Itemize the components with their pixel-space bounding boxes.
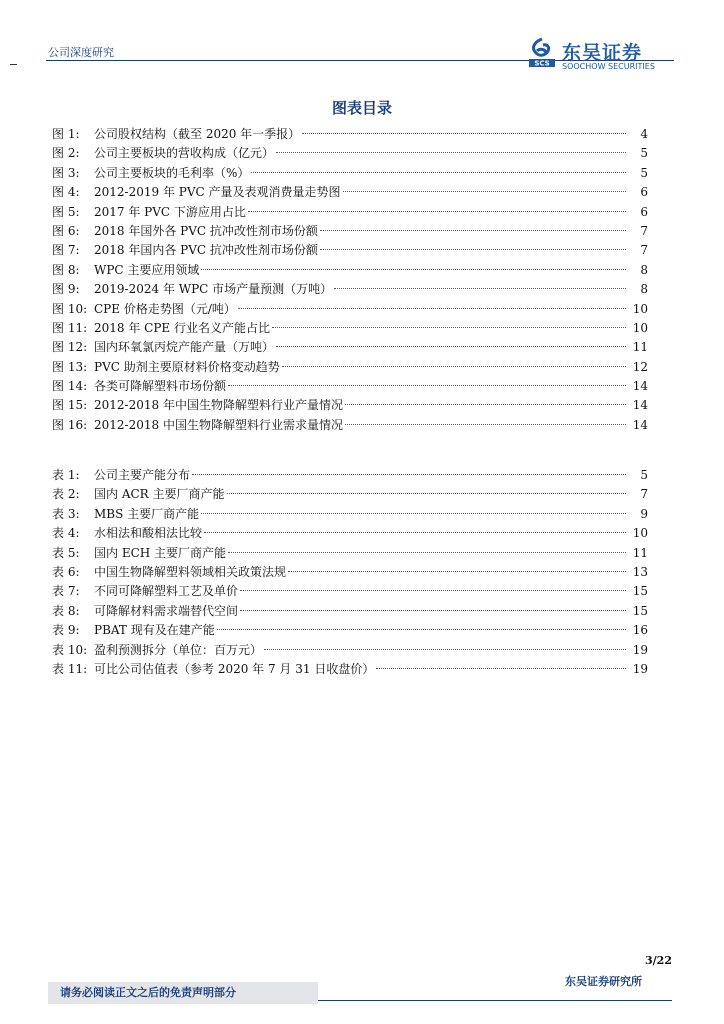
entry-label: 表 10: xyxy=(52,642,88,657)
entry-label: 表 2: xyxy=(52,487,80,502)
table-entry[interactable] xyxy=(52,505,648,524)
entry-page: 9 xyxy=(640,506,648,521)
entry-page: 14 xyxy=(632,417,648,432)
entry-title: 中国生物降解塑料领域相关政策法规 xyxy=(94,564,287,579)
footer-org-name: 东吴证券研究所 xyxy=(565,975,642,988)
dot-leader xyxy=(201,513,626,514)
entry-page: 10 xyxy=(632,301,648,316)
figure-entry[interactable] xyxy=(52,125,648,144)
entry-title: 各类可降解塑料市场份额 xyxy=(94,379,227,394)
table-entry[interactable] xyxy=(52,641,648,660)
entry-title: WPC 主要应用领域 xyxy=(94,262,200,277)
dot-leader xyxy=(272,327,626,328)
entry-label: 图 7: xyxy=(52,243,80,258)
entry-title: 可比公司估值表（参考 2020 年 7 月 31 日收盘价） xyxy=(94,661,375,676)
footer-divider xyxy=(318,1000,672,1001)
dot-leader xyxy=(334,288,626,289)
entry-page: 13 xyxy=(632,564,648,579)
entry-page: 19 xyxy=(632,661,648,676)
entry-label: 图 8: xyxy=(52,262,80,277)
entry-title: 2019-2024 年 WPC 市场产量预测（万吨） xyxy=(94,282,333,297)
dot-leader xyxy=(343,191,627,192)
entry-title: MBS 主要厂商产能 xyxy=(94,506,200,521)
figure-entry[interactable] xyxy=(52,319,648,338)
entry-label: 表 4: xyxy=(52,526,80,541)
entry-label: 图 3: xyxy=(52,165,80,180)
figure-entry[interactable] xyxy=(52,396,648,415)
entry-page: 14 xyxy=(632,398,648,413)
figure-entry[interactable] xyxy=(52,203,648,222)
dot-leader xyxy=(240,610,626,611)
entry-title: 公司主要板块的营收构成（亿元） xyxy=(94,146,275,161)
table-entry[interactable] xyxy=(52,602,648,621)
figure-entry[interactable] xyxy=(52,241,648,260)
entry-label: 图 9: xyxy=(52,282,80,297)
figure-entry[interactable] xyxy=(52,338,648,357)
footer-disclaimer: 请务必阅读正文之后的免责声明部分 xyxy=(60,986,236,999)
dot-leader xyxy=(227,493,626,494)
entry-label: 图 5: xyxy=(52,204,80,219)
figure-entry[interactable] xyxy=(52,300,648,319)
entry-page: 6 xyxy=(640,204,648,219)
entry-page: 4 xyxy=(640,127,648,141)
entry-title: 不同可降解塑料工艺及单价 xyxy=(94,584,239,599)
dot-leader xyxy=(288,571,626,572)
entry-label: 图 10: xyxy=(52,301,88,316)
dot-leader xyxy=(320,230,626,231)
entry-title: 国内 ECH 主要厂商产能 xyxy=(94,545,227,560)
entry-title: 2012-2018 年中国生物降解塑料行业产量情况 xyxy=(94,398,343,413)
dot-leader xyxy=(320,249,626,250)
entry-title: 公司主要产能分布 xyxy=(94,468,191,482)
toc-title: 图表目录 xyxy=(331,99,392,117)
entry-page: 10 xyxy=(632,526,648,541)
entry-page: 8 xyxy=(640,262,648,277)
entry-label: 图 1: xyxy=(52,127,80,141)
entry-label: 图 12: xyxy=(52,340,88,355)
entry-title: 国内环氧氯丙烷产能产量（万吨） xyxy=(94,340,275,355)
company-logo xyxy=(528,38,678,72)
table-entry[interactable] xyxy=(52,563,648,582)
entry-label: 图 4: xyxy=(52,185,80,200)
entry-title: 水相法和酸相法比较 xyxy=(94,526,203,541)
entry-label: 图 6: xyxy=(52,223,80,238)
dot-leader xyxy=(276,346,626,347)
dot-leader xyxy=(240,590,626,591)
entry-page: 10 xyxy=(632,320,648,335)
figure-entry[interactable] xyxy=(52,164,648,183)
dot-leader xyxy=(238,308,626,309)
entry-label: 图 13: xyxy=(52,359,88,374)
logo-mark-text: SCS xyxy=(534,59,550,68)
dot-leader xyxy=(204,532,626,533)
dot-leader xyxy=(228,552,626,553)
dot-leader xyxy=(276,152,626,153)
figure-entry[interactable] xyxy=(52,416,648,435)
entry-label: 图 15: xyxy=(52,398,88,413)
entry-label: 表 11: xyxy=(52,661,88,676)
entry-page: 5 xyxy=(640,165,648,180)
logo-mark-icon xyxy=(528,38,556,68)
entry-page: 12 xyxy=(632,359,648,374)
dot-leader xyxy=(345,404,626,405)
table-list xyxy=(52,466,648,679)
logo-chinese-name: 东吴证券 xyxy=(562,42,643,64)
entry-title: CPE 价格走势图（元/吨） xyxy=(94,301,236,316)
entry-label: 图 11: xyxy=(52,320,88,335)
entry-title: 公司主要板块的毛利率（%） xyxy=(94,165,250,180)
dot-leader xyxy=(192,474,626,475)
entry-page: 14 xyxy=(632,379,648,394)
entry-title: 公司股权结构（截至 2020 年一季报） xyxy=(94,127,301,141)
entry-page: 7 xyxy=(640,243,648,258)
entry-label: 表 3: xyxy=(52,506,80,521)
entry-page: 7 xyxy=(640,223,648,238)
table-entry[interactable] xyxy=(52,660,648,679)
table-entry[interactable] xyxy=(52,621,648,640)
entry-title: 2018 年 CPE 行业名义产能占比 xyxy=(94,320,270,335)
figure-entry[interactable] xyxy=(52,377,648,396)
dot-leader xyxy=(264,649,626,650)
figure-entry[interactable] xyxy=(52,358,648,377)
table-entry[interactable] xyxy=(52,485,648,504)
figure-entry[interactable] xyxy=(52,261,648,280)
dot-leader xyxy=(248,211,626,212)
entry-page: 8 xyxy=(640,282,648,297)
dot-leader xyxy=(201,269,626,270)
entry-page: 5 xyxy=(640,468,648,482)
figure-entry[interactable] xyxy=(52,144,648,163)
entry-label: 表 5: xyxy=(52,545,80,560)
report-type-label: 公司深度研究 xyxy=(48,46,114,59)
table-entry[interactable] xyxy=(52,582,648,601)
header-tick-mark xyxy=(10,64,17,65)
logo-english-name: SOOCHOW SECURITIES xyxy=(562,62,655,71)
entry-title: PVC 助剂主要原材料价格变动趋势 xyxy=(94,359,280,374)
entry-title: 2018 年国内各 PVC 抗冲改性剂市场份额 xyxy=(94,243,318,258)
dot-leader xyxy=(345,424,626,425)
entry-page: 16 xyxy=(632,623,648,638)
page-number: 3/22 xyxy=(645,954,672,967)
dot-leader xyxy=(282,366,626,367)
entry-page: 15 xyxy=(632,584,648,599)
figure-entry[interactable] xyxy=(52,183,648,202)
entry-label: 表 6: xyxy=(52,564,80,579)
entry-page: 7 xyxy=(640,487,648,502)
entry-label: 图 2: xyxy=(52,146,80,161)
dot-leader xyxy=(251,172,626,173)
dot-leader xyxy=(302,133,626,134)
dot-leader xyxy=(217,629,626,630)
entry-page: 5 xyxy=(640,146,648,161)
entry-page: 6 xyxy=(640,185,648,200)
figure-entry[interactable] xyxy=(52,222,648,241)
entry-label: 表 7: xyxy=(52,584,80,599)
entry-label: 表 1: xyxy=(52,468,80,482)
entry-page: 11 xyxy=(632,545,648,560)
table-entry[interactable] xyxy=(52,524,648,543)
entry-title: 2017 年 PVC 下游应用占比 xyxy=(94,204,246,219)
table-entry[interactable] xyxy=(52,466,648,485)
entry-title: 盈利预测拆分（单位：百万元） xyxy=(94,642,263,657)
table-entry[interactable] xyxy=(52,544,648,563)
entry-label: 图 16: xyxy=(52,417,88,432)
dot-leader xyxy=(228,385,626,386)
entry-title: 2012-2019 年 PVC 产量及表观消费量走势图 xyxy=(94,185,341,200)
dot-leader xyxy=(376,668,626,669)
entry-title: 可降解材料需求端替代空间 xyxy=(94,603,239,618)
entry-label: 表 9: xyxy=(52,623,80,638)
entry-page: 15 xyxy=(632,603,648,618)
figure-list xyxy=(52,125,648,435)
figure-entry[interactable] xyxy=(52,280,648,299)
entry-page: 19 xyxy=(632,642,648,657)
entry-title: 2012-2018 中国生物降解塑料行业需求量情况 xyxy=(94,417,343,432)
entry-title: 2018 年国外各 PVC 抗冲改性剂市场份额 xyxy=(94,223,318,238)
entry-title: PBAT 现有及在建产能 xyxy=(94,623,215,638)
entry-title: 国内 ACR 主要厂商产能 xyxy=(94,487,225,502)
entry-label: 表 8: xyxy=(52,603,80,618)
entry-label: 图 14: xyxy=(52,379,88,394)
entry-page: 11 xyxy=(632,340,648,355)
